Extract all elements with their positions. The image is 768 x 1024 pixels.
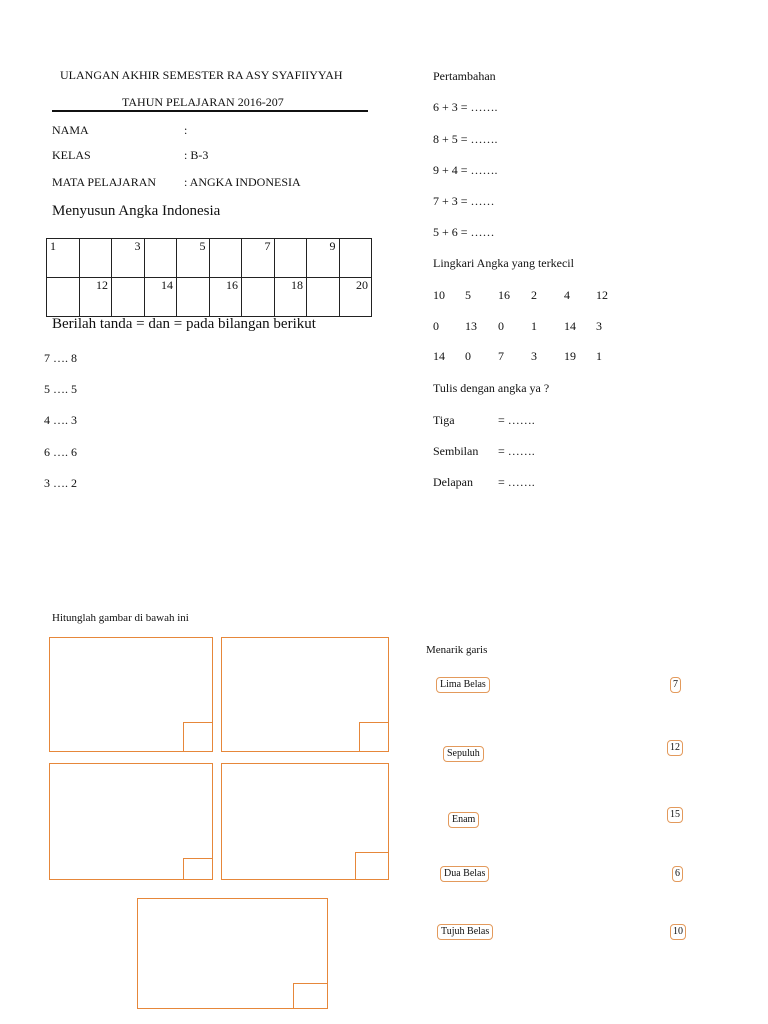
write-word: Sembilan xyxy=(433,444,479,458)
grid-cell: 16 xyxy=(209,278,242,317)
compare-item: 7 …. 8 xyxy=(44,351,77,365)
section-title-order: Menyusun Angka Indonesia xyxy=(52,203,221,219)
picture-box xyxy=(137,898,328,1009)
smallest-number: 0 xyxy=(465,349,471,363)
section-title-match: Menarik garis xyxy=(426,644,488,656)
grid-row-2 xyxy=(47,278,372,317)
grid-cell xyxy=(242,278,275,317)
grid-cell: 20 xyxy=(339,278,372,317)
grid-cell xyxy=(209,239,242,278)
compare-item: 5 …. 5 xyxy=(44,382,77,396)
picture-box xyxy=(221,637,389,752)
info-value-subject: : ANGKA INDONESIA xyxy=(184,175,301,189)
smallest-number: 5 xyxy=(465,288,471,302)
smallest-number: 0 xyxy=(498,319,504,333)
grid-cell: 1 xyxy=(47,239,80,278)
match-word[interactable]: Sepuluh xyxy=(443,746,484,762)
addition-item: 7 + 3 = …… xyxy=(433,194,495,208)
grid-cell xyxy=(47,278,80,317)
title-underline xyxy=(52,110,368,112)
smallest-number: 19 xyxy=(564,349,576,363)
answer-box[interactable] xyxy=(183,722,213,752)
smallest-number: 10 xyxy=(433,288,445,302)
compare-item: 6 …. 6 xyxy=(44,445,77,459)
smallest-number: 16 xyxy=(498,288,510,302)
smallest-number: 3 xyxy=(531,349,537,363)
section-title-count: Hitunglah gambar di bawah ini xyxy=(52,612,189,624)
answer-box[interactable] xyxy=(293,983,328,1009)
smallest-number: 7 xyxy=(498,349,504,363)
answer-box[interactable] xyxy=(359,722,389,752)
section-title-smallest: Lingkari Angka yang terkecil xyxy=(433,256,574,270)
write-word: Delapan xyxy=(433,475,473,489)
write-answer: = ……. xyxy=(498,475,535,489)
match-word[interactable]: Dua Belas xyxy=(440,866,489,882)
answer-box[interactable] xyxy=(183,858,213,880)
smallest-number: 13 xyxy=(465,319,477,333)
picture-box xyxy=(49,637,213,752)
grid-cell xyxy=(79,239,112,278)
school-year: TAHUN PELAJARAN 2016-207 xyxy=(122,95,284,109)
grid-cell xyxy=(274,239,307,278)
smallest-number: 4 xyxy=(564,288,570,302)
match-number[interactable]: 10 xyxy=(670,924,686,940)
smallest-number: 2 xyxy=(531,288,537,302)
write-answer: = ……. xyxy=(498,444,535,458)
answer-box[interactable] xyxy=(355,852,389,880)
match-number[interactable]: 12 xyxy=(667,740,683,756)
grid-cell: 12 xyxy=(79,278,112,317)
grid-cell: 14 xyxy=(144,278,177,317)
grid-cell: 7 xyxy=(242,239,275,278)
section-title-addition: Pertambahan xyxy=(433,69,496,83)
write-answer: = ……. xyxy=(498,413,535,427)
grid-cell: 9 xyxy=(307,239,340,278)
smallest-number: 12 xyxy=(596,288,608,302)
compare-item: 4 …. 3 xyxy=(44,413,77,427)
smallest-number: 0 xyxy=(433,319,439,333)
grid-cell xyxy=(144,239,177,278)
grid-cell xyxy=(307,278,340,317)
info-label-kelas: KELAS xyxy=(52,148,91,162)
addition-item: 5 + 6 = …… xyxy=(433,225,495,239)
grid-cell xyxy=(112,278,145,317)
info-value-nama: : xyxy=(184,123,188,137)
smallest-number: 14 xyxy=(564,319,576,333)
info-value-kelas: : B-3 xyxy=(184,148,209,162)
grid-cell: 18 xyxy=(274,278,307,317)
info-label-nama: NAMA xyxy=(52,123,89,137)
picture-box xyxy=(221,763,389,880)
match-number[interactable]: 6 xyxy=(672,866,683,882)
grid-row-1 xyxy=(47,239,372,278)
worksheet-title: ULANGAN AKHIR SEMESTER RA ASY SYAFIIYYAH xyxy=(60,68,343,82)
picture-box xyxy=(49,763,213,880)
grid-cell xyxy=(339,239,372,278)
addition-item: 8 + 5 = ……. xyxy=(433,132,498,146)
write-word: Tiga xyxy=(433,413,455,427)
compare-item: 3 …. 2 xyxy=(44,476,77,490)
match-word[interactable]: Tujuh Belas xyxy=(437,924,493,940)
smallest-number: 3 xyxy=(596,319,602,333)
addition-item: 6 + 3 = ……. xyxy=(433,100,498,114)
section-title-write: Tulis dengan angka ya ? xyxy=(433,381,550,395)
smallest-number: 1 xyxy=(531,319,537,333)
grid-cell: 5 xyxy=(177,239,210,278)
grid-cell: 3 xyxy=(112,239,145,278)
smallest-number: 14 xyxy=(433,349,445,363)
info-label-subject: MATA PELAJARAN xyxy=(52,175,157,189)
smallest-number: 1 xyxy=(596,349,602,363)
section-title-compare: Berilah tanda = dan = pada bilangan berikut xyxy=(52,316,316,332)
number-grid xyxy=(46,238,372,317)
match-word[interactable]: Enam xyxy=(448,812,479,828)
match-number[interactable]: 15 xyxy=(667,807,683,823)
match-word[interactable]: Lima Belas xyxy=(436,677,490,693)
match-number[interactable]: 7 xyxy=(670,677,681,693)
grid-cell xyxy=(177,278,210,317)
addition-item: 9 + 4 = ……. xyxy=(433,163,498,177)
